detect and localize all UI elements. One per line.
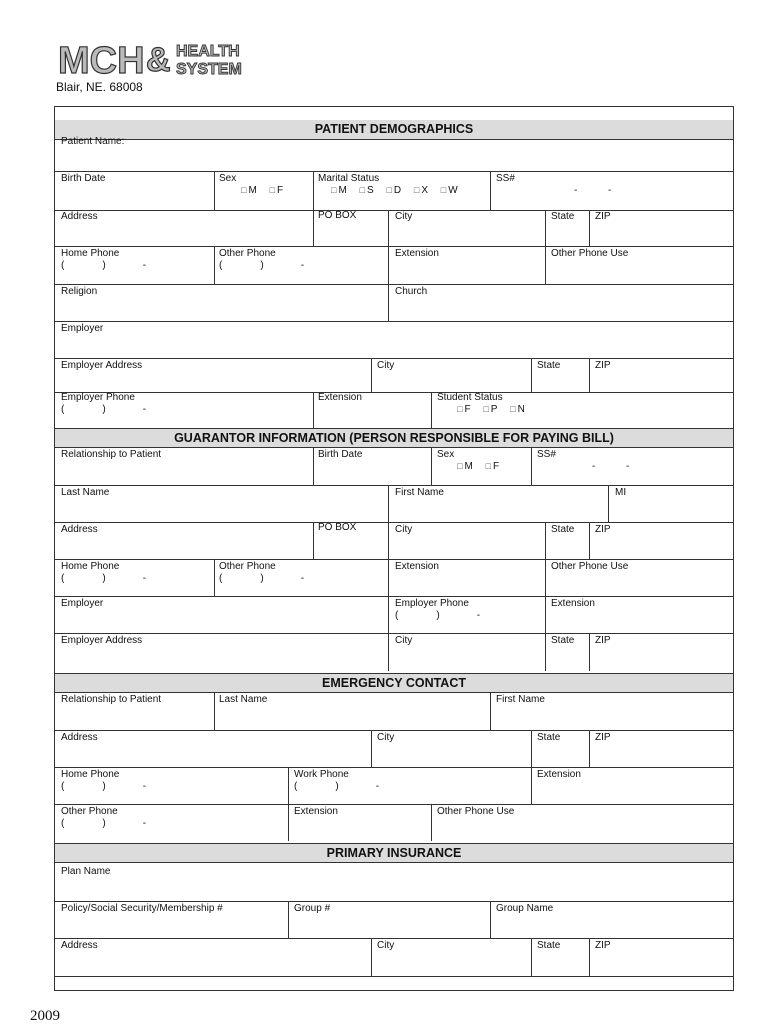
employer-state-label: State <box>537 360 561 371</box>
guarantor-city-label: City <box>395 524 413 535</box>
emergency-state-label: State <box>537 732 561 743</box>
home-phone-format: ( ) - <box>61 260 147 271</box>
emergency-city-label: City <box>377 732 395 743</box>
employer-extension-label: Extension <box>318 392 362 403</box>
other-phone-label: Other Phone <box>219 248 276 259</box>
clinic-address: Blair, NE. 68008 <box>56 80 143 94</box>
home-phone-label: Home Phone <box>61 248 120 259</box>
guarantor-address-label: Address <box>61 524 98 535</box>
guarantor-other-phone-format: ( ) - <box>219 573 305 584</box>
guarantor-other-phone-use-label: Other Phone Use <box>551 561 629 572</box>
guarantor-zip-label: ZIP <box>595 524 611 535</box>
guarantor-employer-state-label: State <box>551 635 575 646</box>
emergency-home-phone-format: ( ) - <box>61 781 147 792</box>
checkbox-icon[interactable]: □ <box>331 185 337 195</box>
employer-address-label: Employer Address <box>61 360 143 371</box>
employer-phone-label: Employer Phone <box>61 392 135 403</box>
svg-text:&: & <box>146 41 171 76</box>
checkbox-icon[interactable]: □ <box>483 404 489 414</box>
marital-status-label: Marital Status <box>318 173 380 184</box>
patient-name-label: Patient Name: <box>61 136 125 147</box>
birth-date-label: Birth Date <box>61 173 106 184</box>
section-header-guarantor: GUARANTOR INFORMATION (PERSON RESPONSIBLE FOR PAYING BILL) <box>55 428 733 448</box>
guarantor-employer-phone-label: Employer Phone <box>395 598 469 609</box>
insurance-policy-label: Policy/Social Security/Membership # <box>61 903 223 914</box>
guarantor-ss-label: SS# <box>537 449 556 460</box>
emergency-address-label: Address <box>61 732 98 743</box>
section-header-patient-demographics: PATIENT DEMOGRAPHICS <box>55 120 733 140</box>
guarantor-ss-dash-2: - <box>626 461 630 472</box>
address-label: Address <box>61 211 98 222</box>
guarantor-ss-dash-1: - <box>592 461 596 472</box>
emergency-work-phone-label: Work Phone <box>294 769 349 780</box>
ss-dash-2: - <box>608 185 612 196</box>
emergency-home-phone-label: Home Phone <box>61 769 120 780</box>
guarantor-relationship-label: Relationship to Patient <box>61 449 162 460</box>
sex-label: Sex <box>219 173 237 184</box>
student-status-label: Student Status <box>437 392 503 403</box>
ss-label: SS# <box>496 173 515 184</box>
insurance-zip-label: ZIP <box>595 940 611 951</box>
guarantor-employer-address-label: Employer Address <box>61 635 143 646</box>
city-label: City <box>395 211 413 222</box>
guarantor-employer-label: Employer <box>61 598 104 609</box>
emergency-zip-label: ZIP <box>595 732 611 743</box>
employer-zip-label: ZIP <box>595 360 611 371</box>
patient-registration-form <box>54 106 734 991</box>
emergency-extension-label: Extension <box>537 769 581 780</box>
guarantor-sex-label: Sex <box>437 449 455 460</box>
sex-options[interactable]: □ M □ F <box>241 185 284 196</box>
section-header-primary-insurance: PRIMARY INSURANCE <box>55 843 733 863</box>
checkbox-icon[interactable]: □ <box>457 404 463 414</box>
svg-text:MCH: MCH <box>58 40 145 76</box>
employer-city-label: City <box>377 360 395 371</box>
checkbox-icon[interactable]: □ <box>485 461 491 471</box>
guarantor-employer-zip-label: ZIP <box>595 635 611 646</box>
guarantor-birth-date-label: Birth Date <box>318 449 363 460</box>
guarantor-first-name-label: First Name <box>395 487 444 498</box>
emergency-relationship-label: Relationship to Patient <box>61 694 162 705</box>
checkbox-icon[interactable]: □ <box>241 185 247 195</box>
checkbox-icon[interactable]: □ <box>359 185 365 195</box>
guarantor-po-box-label: PO BOX <box>318 522 357 533</box>
guarantor-home-phone-format: ( ) - <box>61 573 147 584</box>
guarantor-employer-extension-label: Extension <box>551 598 595 609</box>
insurance-city-label: City <box>377 940 395 951</box>
guarantor-employer-phone-format: ( ) - <box>395 610 481 621</box>
emergency-other-phone-format: ( ) - <box>61 818 147 829</box>
checkbox-icon[interactable]: □ <box>386 185 392 195</box>
emergency-work-phone-format: ( ) - <box>294 781 380 792</box>
svg-text:SYSTEM: SYSTEM <box>176 61 242 76</box>
other-phone-format: ( ) - <box>219 260 305 271</box>
employer-label: Employer <box>61 323 104 334</box>
svg-text:HEALTH: HEALTH <box>176 43 240 60</box>
emergency-last-name-label: Last Name <box>219 694 268 705</box>
mch-health-system-logo <box>58 40 260 76</box>
extension-label: Extension <box>395 248 439 259</box>
checkbox-icon[interactable]: □ <box>457 461 463 471</box>
checkbox-icon[interactable]: □ <box>413 185 420 195</box>
insurance-address-label: Address <box>61 940 98 951</box>
church-label: Church <box>395 286 428 297</box>
checkbox-icon[interactable]: □ <box>440 185 447 195</box>
insurance-state-label: State <box>537 940 561 951</box>
checkbox-icon[interactable]: □ <box>269 185 275 195</box>
guarantor-employer-city-label: City <box>395 635 413 646</box>
po-box-label: PO BOX <box>318 210 357 221</box>
section-header-emergency-contact: EMERGENCY CONTACT <box>55 673 733 693</box>
insurance-group-name-label: Group Name <box>496 903 554 914</box>
emergency-other-extension-label: Extension <box>294 806 338 817</box>
marital-status-options[interactable]: □ M □ S □ D □ X □ W <box>331 185 458 196</box>
guarantor-mi-label: MI <box>615 487 627 498</box>
checkbox-icon[interactable]: □ <box>510 404 516 414</box>
guarantor-extension-label: Extension <box>395 561 439 572</box>
student-status-options[interactable]: □ F □ P □ N <box>457 404 525 415</box>
emergency-other-phone-label: Other Phone <box>61 806 118 817</box>
insurance-plan-name-label: Plan Name <box>61 866 111 877</box>
guarantor-last-name-label: Last Name <box>61 487 110 498</box>
insurance-group-number-label: Group # <box>294 903 331 914</box>
emergency-other-phone-use-label: Other Phone Use <box>437 806 515 817</box>
state-label: State <box>551 211 575 222</box>
other-phone-use-label: Other Phone Use <box>551 248 629 259</box>
guarantor-sex-options[interactable]: □ M □ F <box>457 461 500 472</box>
form-year: 2009 <box>30 1008 60 1024</box>
guarantor-home-phone-label: Home Phone <box>61 561 120 572</box>
employer-phone-format: ( ) - <box>61 404 147 415</box>
guarantor-other-phone-label: Other Phone <box>219 561 276 572</box>
zip-label: ZIP <box>595 211 611 222</box>
ss-dash-1: - <box>574 185 578 196</box>
emergency-first-name-label: First Name <box>496 694 545 705</box>
guarantor-state-label: State <box>551 524 575 535</box>
religion-label: Religion <box>61 286 98 297</box>
